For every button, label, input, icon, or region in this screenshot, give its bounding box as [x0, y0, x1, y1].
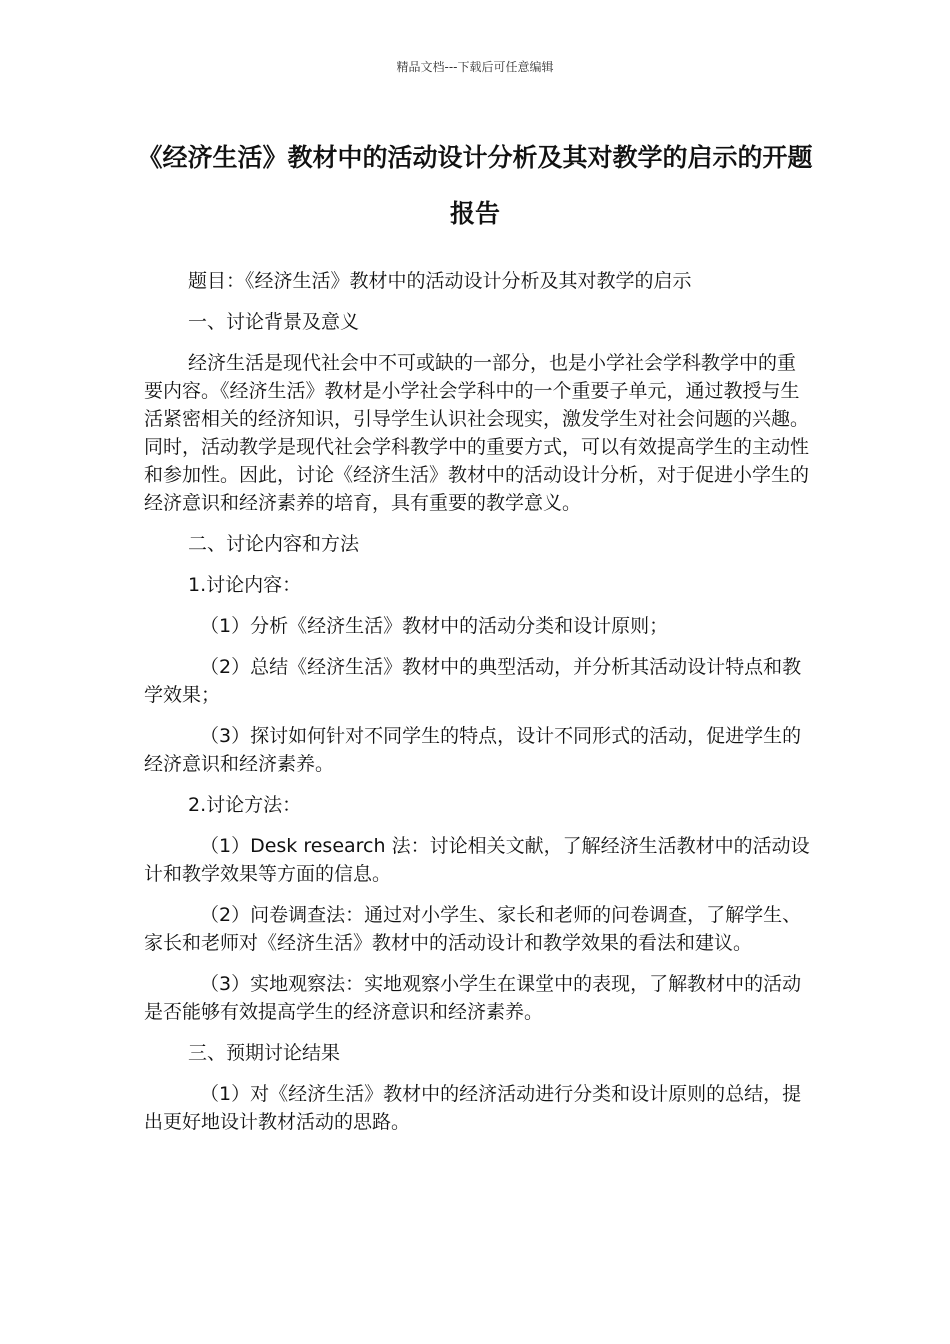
method-item-1: （1）Desk research 法：讨论相关文献，了解经济生活教材中的活动设计和教学效果等方面的信息。 [144, 835, 810, 885]
header-note: 精品文档---下载后可任意编辑 [396, 60, 554, 74]
method-item-2: （2）问卷调查法：通过对小学生、家长和老师的问卷调查，了解学生、家长和老师对《经济生活》教材中的活动设计和教学效果的看法和建议。 [144, 904, 802, 954]
content-item-3: （3）探讨如何针对不同学生的特点，设计不同形式的活动，促进学生的经济意识和经济素养。 [144, 725, 802, 775]
content-item-2: （2）总结《经济生活》教材中的典型活动，并分析其活动设计特点和教学效果； [144, 656, 802, 706]
subheading-method: 2.讨论方法： [188, 794, 302, 816]
document-body [144, 267, 812, 1149]
section-heading-content-method: 二、讨论内容和方法 [188, 533, 360, 555]
section-heading-expected-results: 三、预期讨论结果 [188, 1042, 341, 1064]
background-paragraph: 经济生活是现代社会中不可或缺的一部分，也是小学社会学科教学中的重要内容。《经济生活》教材是小学社会学科中的一个重要子单元，通过教授与生活紧密相关的经济知识，引导学生认识社会现实，激发学生对社会问题的兴趣。同时，活动教学是现代社会学科教学中的重要方式，可以有效提高学生的主动性和参加性。因此，讨论《经济生活》教材中的活动设计分析，对于促进小学生的经济意识和经济素养的培育，具有重要的教学意义。 [144, 352, 810, 514]
result-item-1: （1）对《经济生活》教材中的经济活动进行分类和设计原则的总结，提出更好地设计教材活动的思路。 [144, 1083, 802, 1133]
section-heading-background: 一、讨论背景及意义 [188, 311, 360, 333]
topic-line: 题目：《经济生活》教材中的活动设计分析及其对教学的启示 [188, 270, 692, 292]
subheading-content: 1.讨论内容： [188, 574, 302, 596]
content-item-1: （1）分析《经济生活》教材中的活动分类和设计原则； [200, 615, 669, 637]
document-title: 《经济生活》教材中的活动设计分析及其对教学的启示的开题报告 [137, 143, 813, 228]
method-item-3: （3）实地观察法：实地观察小学生在课堂中的表现，了解教材中的活动是否能够有效提高学生的经济意识和经济素养。 [144, 973, 802, 1023]
